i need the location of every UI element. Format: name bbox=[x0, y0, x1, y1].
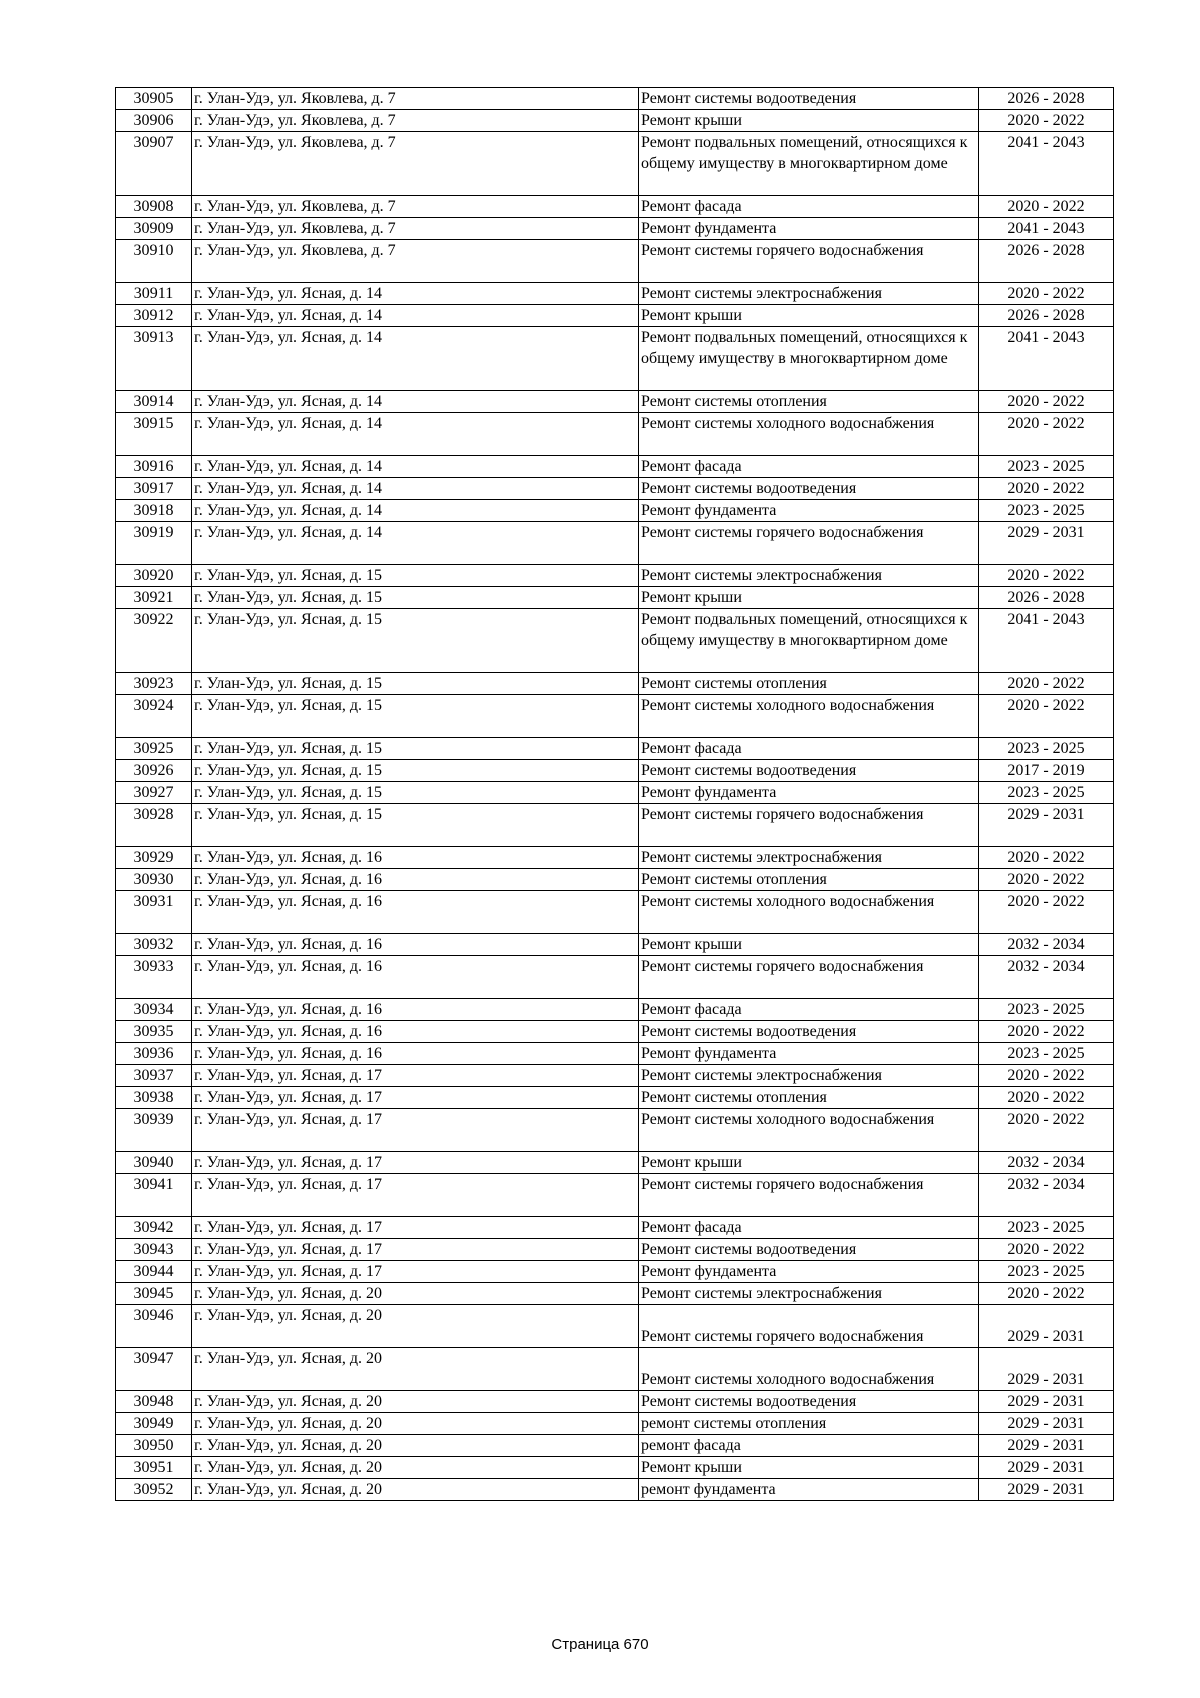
row-id-cell: 30930 bbox=[116, 869, 192, 891]
table-row bbox=[116, 1413, 1114, 1435]
table-row bbox=[116, 478, 1114, 500]
row-period-cell: 2032 - 2034 bbox=[979, 956, 1114, 999]
row-address-cell: г. Улан-Удэ, ул. Ясная, д. 15 bbox=[192, 738, 639, 760]
row-address-cell: г. Улан-Удэ, ул. Ясная, д. 14 bbox=[192, 283, 639, 305]
row-address-cell: г. Улан-Удэ, ул. Ясная, д. 15 bbox=[192, 695, 639, 738]
row-period-cell: 2020 - 2022 bbox=[979, 196, 1114, 218]
table-row bbox=[116, 1239, 1114, 1261]
row-period-cell: 2041 - 2043 bbox=[979, 327, 1114, 391]
row-address-cell: г. Улан-Удэ, ул. Ясная, д. 16 bbox=[192, 934, 639, 956]
row-id-cell: 30929 bbox=[116, 847, 192, 869]
row-work-cell: Ремонт системы электроснабжения bbox=[639, 283, 979, 305]
row-address-cell: г. Улан-Удэ, ул. Ясная, д. 14 bbox=[192, 456, 639, 478]
row-period-cell: 2023 - 2025 bbox=[979, 1261, 1114, 1283]
row-id-cell: 30915 bbox=[116, 413, 192, 456]
table-row bbox=[116, 804, 1114, 847]
table-row bbox=[116, 587, 1114, 609]
row-work-cell: Ремонт системы электроснабжения bbox=[639, 1283, 979, 1305]
row-period-cell: 2020 - 2022 bbox=[979, 1065, 1114, 1087]
row-work-cell: Ремонт системы отопления bbox=[639, 1087, 979, 1109]
row-period-cell: 2020 - 2022 bbox=[979, 869, 1114, 891]
row-period-cell: 2020 - 2022 bbox=[979, 891, 1114, 934]
table-row bbox=[116, 240, 1114, 283]
table-row bbox=[116, 565, 1114, 587]
row-period-cell: 2020 - 2022 bbox=[979, 1087, 1114, 1109]
row-work-cell: Ремонт крыши bbox=[639, 587, 979, 609]
row-period-cell: 2023 - 2025 bbox=[979, 999, 1114, 1021]
row-work-cell: Ремонт крыши bbox=[639, 1152, 979, 1174]
row-id-cell: 30943 bbox=[116, 1239, 192, 1261]
row-id-cell: 30926 bbox=[116, 760, 192, 782]
table-row bbox=[116, 110, 1114, 132]
row-period-cell: 2029 - 2031 bbox=[979, 1305, 1114, 1348]
row-address-cell: г. Улан-Удэ, ул. Ясная, д. 17 bbox=[192, 1239, 639, 1261]
row-id-cell: 30913 bbox=[116, 327, 192, 391]
row-period-cell: 2020 - 2022 bbox=[979, 478, 1114, 500]
table-body bbox=[116, 88, 1114, 1501]
row-work-cell: ремонт системы отопления bbox=[639, 1413, 979, 1435]
row-address-cell: г. Улан-Удэ, ул. Ясная, д. 17 bbox=[192, 1087, 639, 1109]
table-row bbox=[116, 1152, 1114, 1174]
row-address-cell: г. Улан-Удэ, ул. Ясная, д. 15 bbox=[192, 673, 639, 695]
table-row bbox=[116, 132, 1114, 196]
row-period-cell: 2020 - 2022 bbox=[979, 695, 1114, 738]
row-period-cell: 2023 - 2025 bbox=[979, 500, 1114, 522]
table-row bbox=[116, 305, 1114, 327]
row-work-cell: Ремонт подвальных помещений, относящихся к общему имуществу в многоквартирном доме bbox=[639, 327, 979, 391]
row-work-cell: Ремонт системы отопления bbox=[639, 869, 979, 891]
table-row bbox=[116, 283, 1114, 305]
row-id-cell: 30921 bbox=[116, 587, 192, 609]
row-work-cell: Ремонт системы электроснабжения bbox=[639, 565, 979, 587]
row-work-cell: Ремонт системы холодного водоснабжения bbox=[639, 891, 979, 934]
row-id-cell: 30925 bbox=[116, 738, 192, 760]
row-period-cell: 2023 - 2025 bbox=[979, 1217, 1114, 1239]
row-address-cell: г. Улан-Удэ, ул. Ясная, д. 20 bbox=[192, 1283, 639, 1305]
table-row bbox=[116, 1479, 1114, 1501]
row-address-cell: г. Улан-Удэ, ул. Ясная, д. 14 bbox=[192, 391, 639, 413]
row-address-cell: г. Улан-Удэ, ул. Ясная, д. 16 bbox=[192, 999, 639, 1021]
table-row bbox=[116, 1457, 1114, 1479]
row-id-cell: 30942 bbox=[116, 1217, 192, 1239]
row-address-cell: г. Улан-Удэ, ул. Ясная, д. 17 bbox=[192, 1261, 639, 1283]
row-id-cell: 30938 bbox=[116, 1087, 192, 1109]
row-address-cell: г. Улан-Удэ, ул. Яковлева, д. 7 bbox=[192, 218, 639, 240]
row-address-cell: г. Улан-Удэ, ул. Ясная, д. 15 bbox=[192, 760, 639, 782]
row-id-cell: 30920 bbox=[116, 565, 192, 587]
row-address-cell: г. Улан-Удэ, ул. Ясная, д. 17 bbox=[192, 1217, 639, 1239]
row-work-cell: Ремонт фундамента bbox=[639, 1043, 979, 1065]
table-row bbox=[116, 869, 1114, 891]
table-row bbox=[116, 1261, 1114, 1283]
row-address-cell: г. Улан-Удэ, ул. Ясная, д. 16 bbox=[192, 1021, 639, 1043]
table-row bbox=[116, 1087, 1114, 1109]
row-period-cell: 2026 - 2028 bbox=[979, 587, 1114, 609]
table-row bbox=[116, 999, 1114, 1021]
row-work-cell: Ремонт системы холодного водоснабжения bbox=[639, 1348, 979, 1391]
row-period-cell: 2026 - 2028 bbox=[979, 88, 1114, 110]
table-row bbox=[116, 1435, 1114, 1457]
row-work-cell: Ремонт системы холодного водоснабжения bbox=[639, 413, 979, 456]
row-id-cell: 30944 bbox=[116, 1261, 192, 1283]
row-period-cell: 2020 - 2022 bbox=[979, 1283, 1114, 1305]
row-address-cell: г. Улан-Удэ, ул. Ясная, д. 15 bbox=[192, 804, 639, 847]
row-id-cell: 30935 bbox=[116, 1021, 192, 1043]
table-row bbox=[116, 673, 1114, 695]
row-address-cell: г. Улан-Удэ, ул. Яковлева, д. 7 bbox=[192, 110, 639, 132]
row-period-cell: 2029 - 2031 bbox=[979, 1457, 1114, 1479]
table-row bbox=[116, 218, 1114, 240]
row-work-cell: Ремонт фундамента bbox=[639, 218, 979, 240]
row-work-cell: Ремонт системы водоотведения bbox=[639, 88, 979, 110]
row-id-cell: 30946 bbox=[116, 1305, 192, 1348]
row-address-cell: г. Улан-Удэ, ул. Ясная, д. 16 bbox=[192, 869, 639, 891]
row-address-cell: г. Улан-Удэ, ул. Ясная, д. 17 bbox=[192, 1152, 639, 1174]
table-row bbox=[116, 695, 1114, 738]
row-address-cell: г. Улан-Удэ, ул. Ясная, д. 20 bbox=[192, 1305, 639, 1348]
row-id-cell: 30911 bbox=[116, 283, 192, 305]
row-work-cell: Ремонт системы холодного водоснабжения bbox=[639, 1109, 979, 1152]
row-work-cell: Ремонт системы электроснабжения bbox=[639, 847, 979, 869]
row-id-cell: 30951 bbox=[116, 1457, 192, 1479]
row-period-cell: 2041 - 2043 bbox=[979, 218, 1114, 240]
row-work-cell: Ремонт фасада bbox=[639, 1217, 979, 1239]
table-row bbox=[116, 391, 1114, 413]
row-work-cell: Ремонт системы горячего водоснабжения bbox=[639, 240, 979, 283]
row-id-cell: 30919 bbox=[116, 522, 192, 565]
table-row bbox=[116, 1109, 1114, 1152]
row-address-cell: г. Улан-Удэ, ул. Ясная, д. 20 bbox=[192, 1457, 639, 1479]
table-row bbox=[116, 1174, 1114, 1217]
row-id-cell: 30932 bbox=[116, 934, 192, 956]
row-work-cell: Ремонт системы горячего водоснабжения bbox=[639, 804, 979, 847]
row-address-cell: г. Улан-Удэ, ул. Ясная, д. 17 bbox=[192, 1174, 639, 1217]
row-id-cell: 30947 bbox=[116, 1348, 192, 1391]
table-row bbox=[116, 847, 1114, 869]
capital-repair-table bbox=[115, 87, 1114, 1501]
row-address-cell: г. Улан-Удэ, ул. Яковлева, д. 7 bbox=[192, 240, 639, 283]
row-id-cell: 30923 bbox=[116, 673, 192, 695]
row-work-cell: Ремонт системы водоотведения bbox=[639, 1239, 979, 1261]
row-period-cell: 2020 - 2022 bbox=[979, 110, 1114, 132]
row-id-cell: 30931 bbox=[116, 891, 192, 934]
row-id-cell: 30905 bbox=[116, 88, 192, 110]
row-period-cell: 2029 - 2031 bbox=[979, 1348, 1114, 1391]
row-address-cell: г. Улан-Удэ, ул. Ясная, д. 15 bbox=[192, 609, 639, 673]
row-period-cell: 2029 - 2031 bbox=[979, 1479, 1114, 1501]
row-id-cell: 30940 bbox=[116, 1152, 192, 1174]
row-period-cell: 2020 - 2022 bbox=[979, 847, 1114, 869]
row-id-cell: 30924 bbox=[116, 695, 192, 738]
row-id-cell: 30939 bbox=[116, 1109, 192, 1152]
row-work-cell: Ремонт системы горячего водоснабжения bbox=[639, 1305, 979, 1348]
row-id-cell: 30918 bbox=[116, 500, 192, 522]
row-work-cell: Ремонт системы горячего водоснабжения bbox=[639, 522, 979, 565]
row-period-cell: 2029 - 2031 bbox=[979, 1391, 1114, 1413]
table-row bbox=[116, 1348, 1114, 1391]
row-period-cell: 2023 - 2025 bbox=[979, 456, 1114, 478]
row-work-cell: Ремонт фасада bbox=[639, 738, 979, 760]
row-period-cell: 2020 - 2022 bbox=[979, 1109, 1114, 1152]
table-row bbox=[116, 500, 1114, 522]
row-id-cell: 30934 bbox=[116, 999, 192, 1021]
row-work-cell: Ремонт крыши bbox=[639, 305, 979, 327]
row-id-cell: 30909 bbox=[116, 218, 192, 240]
table-row bbox=[116, 782, 1114, 804]
row-address-cell: г. Улан-Удэ, ул. Ясная, д. 20 bbox=[192, 1435, 639, 1457]
row-period-cell: 2026 - 2028 bbox=[979, 305, 1114, 327]
row-address-cell: г. Улан-Удэ, ул. Ясная, д. 14 bbox=[192, 522, 639, 565]
row-id-cell: 30948 bbox=[116, 1391, 192, 1413]
row-address-cell: г. Улан-Удэ, ул. Ясная, д. 16 bbox=[192, 891, 639, 934]
row-address-cell: г. Улан-Удэ, ул. Ясная, д. 15 bbox=[192, 565, 639, 587]
row-work-cell: Ремонт системы горячего водоснабжения bbox=[639, 956, 979, 999]
row-period-cell: 2020 - 2022 bbox=[979, 673, 1114, 695]
row-id-cell: 30912 bbox=[116, 305, 192, 327]
row-period-cell: 2029 - 2031 bbox=[979, 522, 1114, 565]
row-work-cell: Ремонт системы водоотведения bbox=[639, 478, 979, 500]
row-period-cell: 2020 - 2022 bbox=[979, 1021, 1114, 1043]
row-id-cell: 30914 bbox=[116, 391, 192, 413]
row-address-cell: г. Улан-Удэ, ул. Ясная, д. 20 bbox=[192, 1391, 639, 1413]
row-work-cell: Ремонт крыши bbox=[639, 110, 979, 132]
row-work-cell: Ремонт фундамента bbox=[639, 782, 979, 804]
table-row bbox=[116, 609, 1114, 673]
row-period-cell: 2029 - 2031 bbox=[979, 804, 1114, 847]
row-period-cell: 2041 - 2043 bbox=[979, 609, 1114, 673]
row-period-cell: 2032 - 2034 bbox=[979, 1174, 1114, 1217]
row-address-cell: г. Улан-Удэ, ул. Ясная, д. 20 bbox=[192, 1413, 639, 1435]
row-period-cell: 2020 - 2022 bbox=[979, 283, 1114, 305]
page-number: Страница 670 bbox=[551, 1636, 649, 1653]
row-address-cell: г. Улан-Удэ, ул. Ясная, д. 14 bbox=[192, 305, 639, 327]
row-work-cell: Ремонт фасада bbox=[639, 196, 979, 218]
row-work-cell: Ремонт фундамента bbox=[639, 500, 979, 522]
row-period-cell: 2041 - 2043 bbox=[979, 132, 1114, 196]
row-id-cell: 30908 bbox=[116, 196, 192, 218]
row-period-cell: 2017 - 2019 bbox=[979, 760, 1114, 782]
table-row bbox=[116, 1391, 1114, 1413]
table-row bbox=[116, 1043, 1114, 1065]
row-work-cell: ремонт фундамента bbox=[639, 1479, 979, 1501]
row-id-cell: 30950 bbox=[116, 1435, 192, 1457]
table-row bbox=[116, 1283, 1114, 1305]
row-address-cell: г. Улан-Удэ, ул. Яковлева, д. 7 bbox=[192, 196, 639, 218]
row-id-cell: 30917 bbox=[116, 478, 192, 500]
row-address-cell: г. Улан-Удэ, ул. Ясная, д. 17 bbox=[192, 1065, 639, 1087]
row-address-cell: г. Улан-Удэ, ул. Ясная, д. 20 bbox=[192, 1479, 639, 1501]
table-row bbox=[116, 88, 1114, 110]
table-row bbox=[116, 327, 1114, 391]
row-address-cell: г. Улан-Удэ, ул. Ясная, д. 14 bbox=[192, 500, 639, 522]
row-period-cell: 2032 - 2034 bbox=[979, 934, 1114, 956]
row-period-cell: 2026 - 2028 bbox=[979, 240, 1114, 283]
row-work-cell: Ремонт системы отопления bbox=[639, 391, 979, 413]
row-id-cell: 30933 bbox=[116, 956, 192, 999]
row-id-cell: 30927 bbox=[116, 782, 192, 804]
table-row bbox=[116, 413, 1114, 456]
table-row bbox=[116, 1217, 1114, 1239]
row-id-cell: 30906 bbox=[116, 110, 192, 132]
table-row bbox=[116, 1021, 1114, 1043]
row-id-cell: 30936 bbox=[116, 1043, 192, 1065]
row-address-cell: г. Улан-Удэ, ул. Ясная, д. 16 bbox=[192, 847, 639, 869]
row-address-cell: г. Улан-Удэ, ул. Яковлева, д. 7 bbox=[192, 132, 639, 196]
row-address-cell: г. Улан-Удэ, ул. Ясная, д. 20 bbox=[192, 1348, 639, 1391]
row-work-cell: Ремонт подвальных помещений, относящихся к общему имуществу в многоквартирном доме bbox=[639, 609, 979, 673]
row-id-cell: 30922 bbox=[116, 609, 192, 673]
row-address-cell: г. Улан-Удэ, ул. Ясная, д. 17 bbox=[192, 1109, 639, 1152]
row-address-cell: г. Улан-Удэ, ул. Ясная, д. 14 bbox=[192, 327, 639, 391]
row-period-cell: 2020 - 2022 bbox=[979, 391, 1114, 413]
table-row bbox=[116, 1065, 1114, 1087]
row-period-cell: 2023 - 2025 bbox=[979, 738, 1114, 760]
row-period-cell: 2032 - 2034 bbox=[979, 1152, 1114, 1174]
row-work-cell: Ремонт системы водоотведения bbox=[639, 1391, 979, 1413]
row-address-cell: г. Улан-Удэ, ул. Ясная, д. 16 bbox=[192, 1043, 639, 1065]
row-period-cell: 2020 - 2022 bbox=[979, 1239, 1114, 1261]
row-work-cell: Ремонт фундамента bbox=[639, 1261, 979, 1283]
table-row bbox=[116, 456, 1114, 478]
row-address-cell: г. Улан-Удэ, ул. Яковлева, д. 7 bbox=[192, 88, 639, 110]
row-work-cell: Ремонт подвальных помещений, относящихся к общему имуществу в многоквартирном доме bbox=[639, 132, 979, 196]
row-period-cell: 2023 - 2025 bbox=[979, 782, 1114, 804]
table-row bbox=[116, 934, 1114, 956]
row-address-cell: г. Улан-Удэ, ул. Ясная, д. 16 bbox=[192, 956, 639, 999]
row-work-cell: Ремонт системы холодного водоснабжения bbox=[639, 695, 979, 738]
row-work-cell: Ремонт системы горячего водоснабжения bbox=[639, 1174, 979, 1217]
row-address-cell: г. Улан-Удэ, ул. Ясная, д. 14 bbox=[192, 413, 639, 456]
row-work-cell: Ремонт крыши bbox=[639, 934, 979, 956]
row-id-cell: 30928 bbox=[116, 804, 192, 847]
row-work-cell: Ремонт крыши bbox=[639, 1457, 979, 1479]
row-work-cell: Ремонт фасада bbox=[639, 456, 979, 478]
row-work-cell: Ремонт системы отопления bbox=[639, 673, 979, 695]
row-id-cell: 30952 bbox=[116, 1479, 192, 1501]
table-row bbox=[116, 196, 1114, 218]
row-work-cell: Ремонт фасада bbox=[639, 999, 979, 1021]
row-id-cell: 30916 bbox=[116, 456, 192, 478]
table-row bbox=[116, 738, 1114, 760]
row-address-cell: г. Улан-Удэ, ул. Ясная, д. 15 bbox=[192, 782, 639, 804]
row-id-cell: 30941 bbox=[116, 1174, 192, 1217]
row-work-cell: Ремонт системы электроснабжения bbox=[639, 1065, 979, 1087]
row-work-cell: Ремонт системы водоотведения bbox=[639, 760, 979, 782]
row-id-cell: 30945 bbox=[116, 1283, 192, 1305]
row-period-cell: 2020 - 2022 bbox=[979, 413, 1114, 456]
row-id-cell: 30937 bbox=[116, 1065, 192, 1087]
row-id-cell: 30907 bbox=[116, 132, 192, 196]
row-period-cell: 2029 - 2031 bbox=[979, 1435, 1114, 1457]
table-row bbox=[116, 1305, 1114, 1348]
row-period-cell: 2020 - 2022 bbox=[979, 565, 1114, 587]
table-row bbox=[116, 956, 1114, 999]
row-address-cell: г. Улан-Удэ, ул. Ясная, д. 14 bbox=[192, 478, 639, 500]
row-period-cell: 2029 - 2031 bbox=[979, 1413, 1114, 1435]
row-work-cell: ремонт фасада bbox=[639, 1435, 979, 1457]
table-row bbox=[116, 760, 1114, 782]
row-id-cell: 30910 bbox=[116, 240, 192, 283]
table-row bbox=[116, 522, 1114, 565]
row-address-cell: г. Улан-Удэ, ул. Ясная, д. 15 bbox=[192, 587, 639, 609]
row-period-cell: 2023 - 2025 bbox=[979, 1043, 1114, 1065]
row-work-cell: Ремонт системы водоотведения bbox=[639, 1021, 979, 1043]
row-id-cell: 30949 bbox=[116, 1413, 192, 1435]
table-row bbox=[116, 891, 1114, 934]
